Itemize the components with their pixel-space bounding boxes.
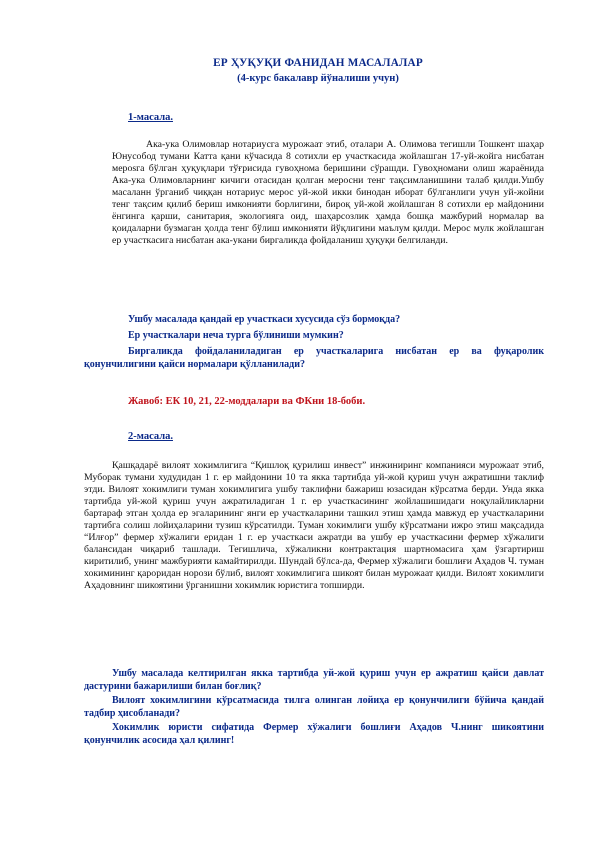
problem-2-question-1: Ушбу масалада келтирилган якка тартибда уй-жой қуриш учун ер ажратиш қайси давлат дастурини бажарилиши билан боғлиқ?	[84, 668, 544, 692]
problem-2-question-2: Вилоят хокимлигини кўрсатмасида тилга олинган лойиҳа ер қонунчилиги бўйича қандай тадбир ҳисобланади?	[84, 695, 544, 719]
problem-1-answer: Жавоб: ЕК 10, 21, 22-моддалари ва ФКни 18-боби.	[128, 396, 366, 407]
problem-1-question-1: Ушбу масалада қандай ер участкаси хусусида сўз бормоқда?	[128, 314, 401, 325]
problem-1-question-3: Биргаликда фойдаланиладиган ер участкаларига нисбатан ер ва фуқаролик қонунчилигини қайси нормалари қўлланилади?	[84, 346, 544, 370]
document-title: ЕР ҲУҚУҚИ ФАНИДАН МАСАЛАЛАР	[213, 57, 423, 69]
problem-1-text: Ака-ука Олимовлар нотариусга мурожаат этиб, оталари А. Олимова тегишли Тошкент шаҳар Юнусобод тумани Катта қани кўчасида 8 сотихли ер участкасида жойлашган 17-уй-жойга нисбатан мерosга бўлган ҳуқуқлари тўғрисида гувоҳнома беришини сўрашди. Гувоҳномани олиш жараёнида Ака-ука Олимовларнинг кичиги отасидан қолган меросни тенг тақсимланишини талаб қилди.Ушбу масаланн ўрганиб чиққан нотариус мерос уй-жой икки бинодан иборат бўлганлиги учун уй-жойни тенг тақсим қилиб бериш имконияти борлигини, бироқ уй-жой жойлашган 8 сотихли ер майдонини ёнгинга қарши, санитария, экологияга оид, шаҳарсозлик ҳамда бошқа мажбурий нормалар ва қоидаларни бузмаган ҳолда тенг бўлиш имконияти йўқлигини маълум қилди. Мерос мулк жойлашган ер участкасига нисбатан ака-укани биргаликда фойдаланиш ҳуқуқи белгиланди.	[112, 139, 544, 247]
problem-1-heading: 1-масала.	[128, 112, 173, 123]
problem-2-text: Қашқадарё вилоят хокимлигига “Қишлоқ қурилиш инвест” инжиниринг компанияси мурожаат этиб, Муборак тумани худудидан 1 г. ер майдонини 10 та якка тартибда уй-жой қуриш учун ажратишни таклиф этди. Вилоят хокимлиги туман хокимлигига ушбу таклифни бажариш юзасидан кўрсатма берди. Унда якка тартибда уй-жой қуриш учун ажратиладиган 1 г. ер участкасининг жойлашишидаги ноқулайликларни бартараф этган ҳолда ер эгаларининг янги ер участкаларини ташкил этиш ҳамда мавжуд ер участкаларини тартибга солиш лойиҳаларини тузиш кўрсатилди. Туман хокимлиги ушбу кўрсатмани ижро этиш мақсадида “Илғор” фермер хўжалиги еридан 1 г. ер участкаси ажратди ва ушбу ер участкасини фермер хўжалиги балансидан чиқариб ташлади. Тегишлича, хўжаликни контрактация шартномасига ҳам ўзгартириш киритилиб, унинг мажбурияти камайтирилди. Шундай бўлса-да, Фермер хўжалиги бошлиғи Аҳадов Ч. туман хокимининг қароридан норози бўлиб, вилоят хокимлигига шикоят билан мурожаат қилди. Вилоят хокимлиги Аҳадовнинг шикоятини ўрганишни хокимлик юристига топширди.	[84, 460, 544, 592]
problem-2-question-3: Хокимлик юристи сифатида Фермер хўжалиги бошлиғи Аҳадов Ч.нинг шикоятини қонунчилик асосида ҳал қилинг!	[84, 722, 544, 746]
problem-2-heading: 2-масала.	[128, 431, 173, 442]
document-subtitle: (4-курс бакалавр йўналиши учун)	[237, 73, 399, 84]
problem-1-question-2: Ер участкалари неча турга бўлиниши мумкин?	[128, 330, 344, 341]
